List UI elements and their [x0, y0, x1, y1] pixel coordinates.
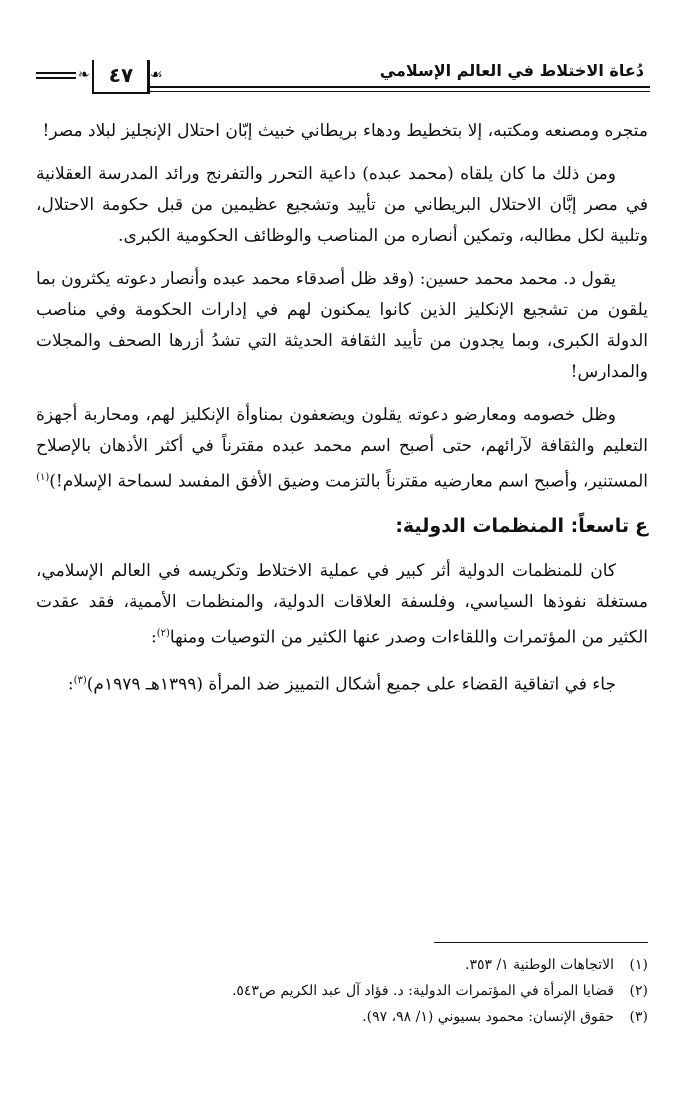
paragraph: جاء في اتفاقية القضاء على جميع أشكال التمييز ضد المرأة (١٣٩٩هـ ١٩٧٩م)$^{(٣)}$:	[67, 674, 616, 695]
paragraph: متجره ومصنعه ومكتبه، إلا بتخطيط ودهاء بريطاني خبيث إبّان احتلال الإنجليز لبلاد مصر!	[42, 121, 648, 141]
footnote: (٢)قضايا المرأة في المؤتمرات الدولية: د. فؤاد آل عبد الكريم ص٥٤٣.	[231, 983, 648, 999]
footnote: (٣)حقوق الإنسان: محمود بسيوني (١/ ٩٨، ٩٧).	[362, 1009, 648, 1025]
paragraph: كان للمنظمات الدولية أثر كبير في عملية الاختلاط وتكريسه في العالم الإسلامي، مستغلة نفوذها السياسي، وفلسفة العلاقات الدولية، والمنظمات الأممية، فقد عقدت الكثير من المؤتمرات واللقاءات وصدر عنها الكثير من التوصيات ومنها$^{(٢)}$:	[36, 560, 648, 648]
running-title: دُعاة الاختلاط في العالم الإسلامي	[379, 61, 644, 80]
footnote: (١)الاتجاهات الوطنية ١/ ٣٥٣.	[464, 957, 648, 973]
paragraph: وظل خصومه ومعارضو دعوته يقلون ويضعفون بمناوأة الإنكليز لهم، ومحاربة أجهزة التعليم والثقافة لآرائهم، حتى أصبح اسم محمد عبده مقترناً في أكثر الأذهان بالإصلاح المستنير، وأصبح اسم معارضيه مقترناً بالتزمت وضيق الأفق المفسد لسماحة الإسلام!)$^{(١)}$	[36, 405, 648, 492]
leaf-ornament-icon: ❧	[78, 67, 90, 83]
footnote-ref: (١)	[36, 472, 50, 483]
heading-marker-icon: ع	[635, 514, 648, 537]
page-header	[0, 0, 684, 110]
page-number: ٤٧	[108, 63, 134, 87]
footnote-ref: (٣)	[73, 675, 87, 687]
header-rule-thick	[148, 86, 650, 88]
leaf-ornament-icon: ☙	[150, 67, 163, 83]
header-rule-thin	[148, 91, 650, 92]
footnote-ref: (٢)	[156, 627, 170, 639]
ornament-lines-icon	[36, 72, 76, 80]
footnote-separator	[434, 942, 648, 943]
body-text	[36, 116, 648, 713]
paragraph: ومن ذلك ما كان يلقاه (محمد عبده) داعية التحرر والتفرنج ورائد المدرسة العقلانية في مصر إبَّان الاحتلال البريطاني من تأييد وتشجيع عظيمين من قبل حكومة الاحتلال، وتلبية لكل مطالبه، وتمكين أنصاره من المناصب والوظائف الحكومية الكبرى.	[36, 164, 648, 246]
footnotes	[36, 952, 648, 1030]
section-heading	[36, 510, 648, 542]
paragraph: يقول د. محمد محمد حسين: (وقد ظل أصدقاء محمد عبده وأنصار دعوته يكثرون بما يلقون من تشجيع الإنكليز الذين كانوا يمكنون لهم في إدارات الحكومة وفي مناصب الدولة الكبرى، وبما يجدون من تأييد الثقافة الحديثة التي تشدُ أزرها الصحف والمجلات والمدارس!	[36, 269, 648, 382]
heading-text: تاسعاً: المنظمات الدولية:	[395, 514, 630, 537]
